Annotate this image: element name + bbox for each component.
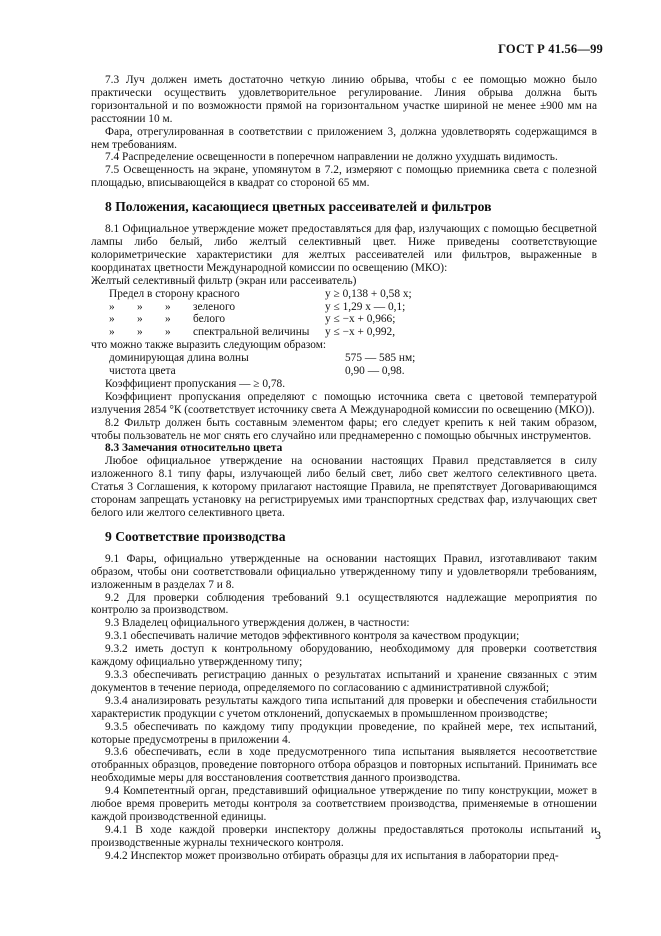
paragraph-8-2: 8.2 Фильтр должен быть составным элементом фары; его следует крепить к ней таким образом, чтобы пользователь не мог снять его случайно или преднамеренно с помощью обычных инструментов. xyxy=(91,416,597,442)
wavelength-label: доминирующая длина волны xyxy=(109,352,249,365)
paragraph-9-3: 9.3 Владелец официального утверждения должен, в частности: xyxy=(105,617,410,630)
limit-formula: y ≥ 0,138 + 0,58 x; xyxy=(325,287,412,300)
ditto-mark: » xyxy=(165,313,171,326)
paragraph-7-3: 7.3 Луч должен иметь достаточно четкую линию обрыва, чтобы с ее помощью можно было практически осуществить удовлетворительное регулирование. Линия обрыва должна быть горизонтальной и по возможности прямой на горизонтальном участке шириной не менее ±900 мм на расстоянии 10 м. xyxy=(91,74,597,125)
wavelength-row xyxy=(109,352,415,365)
paragraph-9-3-6: 9.3.6 обеспечивать, если в ходе предусмотренного типа испытания выявляется несоответствие отобранных образцов, проведение повторного отбора образцов и повторных испытаний. Принимать все необходимые меры для восстановления соответствия данного производства. xyxy=(91,746,597,785)
paragraph-9-4-1: 9.4.1 В ходе каждой проверки инспектору должны предоставляться протоколы испытаний и производственные журналы технического контроля. xyxy=(91,823,597,849)
ditto-mark: » xyxy=(109,300,115,313)
paragraph-9-4-2: 9.4.2 Инспектор может произвольно отбирать образцы для их испытания в лаборатории пред- xyxy=(105,849,559,862)
paragraph-8-1: 8.1 Официальное утверждение может предоставляться для фар, излучающих с помощью бесцветной лампы либо белый, либо желтый селективный цвет. Ниже приведены соответствующие колориметрические характеристики для желтых рассеивателей или фильтров, выраженные в координатах цветности Международной комиссии по освещению (МКО): xyxy=(91,223,597,274)
paragraph-9-3-2: 9.3.2 иметь доступ к контрольному оборудованию, необходимому для проверки соответствия каждому официально утвержденному типу; xyxy=(91,643,597,669)
page-number: 3 xyxy=(595,830,601,842)
paragraph-9-3-5: 9.3.5 обеспечивать по каждому типу продукции проведение, по крайней мере, тех испытаний, которые предусмотрены в приложении 4. xyxy=(91,720,597,746)
ditto-mark: » xyxy=(165,326,171,339)
limit-row xyxy=(109,288,412,301)
paragraph-9-3-4: 9.3.4 анализировать результаты каждого типа испытаний для проверки и обеспечения стабильности характеристик продукции с учетом отклонений, допускаемых в промышленном производстве; xyxy=(91,694,597,720)
paragraph-8-3: Любое официальное утверждение на основании настоящих Правил представляется в силу изложенного 8.1 типу фары, излучающей либо белый свет, либо свет желтого селективного цвета. Статья 3 Соглашения, к которому прилагают настоящие Правила, не препятствует Договаривающимся сторонам запрещать установку на регистрируемых ими транспортных средствах фар, излучающих свет белого или желтого селективного цвета. xyxy=(91,455,597,519)
purity-label: чистота цвета xyxy=(109,365,176,378)
limit-label: Предел в сторону красного xyxy=(109,287,240,300)
paragraph-7-4: 7.4 Распределение освещенности в поперечном направлении не должно ухудшать видимость. xyxy=(105,151,558,164)
subsection-8-3-title: 8.3 Замечания относительно цвета xyxy=(105,442,283,455)
ditto-mark: » xyxy=(165,300,171,313)
ditto-mark: » xyxy=(109,313,115,326)
document-header: ГОСТ Р 41.56—99 xyxy=(498,42,603,56)
section-8-title: 8 Положения, касающиеся цветных рассеивателей и фильтров xyxy=(105,199,492,215)
limit-sub-label: спектральной величины xyxy=(193,326,310,339)
chromaticity-limits-table xyxy=(109,288,412,340)
paragraph-9-1: 9.1 Фары, официально утвержденные на основании настоящих Правил, изготавливают таким образом, чтобы они соответствовали официально утвержденному типу и удовлетворяли требованиям, изложенным в разделах 7 и 8. xyxy=(91,552,597,591)
ditto-mark: » xyxy=(109,326,115,339)
limit-sub-label: белого xyxy=(193,313,226,326)
paragraph-9-3-1: 9.3.1 обеспечивать наличие методов эффективного контроля за качеством продукции; xyxy=(105,630,520,643)
paragraph-9-3-3: 9.3.3 обеспечивать регистрацию данных о результатах испытаний и хранение связанных с этим документов в течение периода, определяемого по согласованию с административной службой; xyxy=(91,668,597,694)
ditto-mark: » xyxy=(137,300,143,313)
purity-value: 0,90 — 0,98. xyxy=(345,365,405,378)
wavelength-table xyxy=(109,352,415,378)
document-body xyxy=(91,74,597,863)
purity-row xyxy=(109,365,415,378)
filter-label: Желтый селективный фильтр (экран или рассеиватель) xyxy=(91,274,357,287)
limit-formula: y ≤ 1,29 x — 0,1; xyxy=(325,300,406,313)
limit-formula: y ≤ −x + 0,966; xyxy=(325,313,396,326)
paragraph-7-5: 7.5 Освещенность на экране, упомянутом в 7.2, измеряют с помощью приемника света с полезной площадью, вписывающейся в квадрат со стороной 65 мм. xyxy=(91,164,597,190)
paragraph-9-4: 9.4 Компетентный орган, представивший официальное утверждение по типу конструкции, может в любое время проверить методы контроля за соответствием производства, применяемые в отношении каждой производственной единицы. xyxy=(91,785,597,823)
paragraph-9-2: 9.2 Для проверки соблюдения требований 9.1 осуществляются надлежащие мероприятия по контролю за производством. xyxy=(91,591,597,617)
also-expressed-text: что можно также выразить следующим образом: xyxy=(91,339,327,352)
wavelength-value: 575 — 585 нм; xyxy=(345,352,416,365)
limit-row xyxy=(109,301,412,314)
ditto-mark: » xyxy=(137,326,143,339)
ditto-mark: » xyxy=(137,313,143,326)
transmittance-method-text: Коэффициент пропускания определяют с помощью источника света с цветовой температурой излучения 2854 °К (соответствует источнику света А Международной комиссии по освещению (МКО)). xyxy=(91,390,597,416)
paragraph-headlamp-adjust: Фара, отрегулированная в соответствии с приложением 3, должна удовлетворять содержащимся в нем требованиям. xyxy=(91,125,597,151)
limit-row xyxy=(109,313,412,326)
limit-row xyxy=(109,326,412,339)
section-9-title: 9 Соответствие производства xyxy=(105,528,286,544)
transmittance-text: Коэффициент пропускания — ≥ 0,78. xyxy=(105,377,286,390)
limit-sub-label: зеленого xyxy=(193,300,235,313)
limit-formula: y ≤ −x + 0,992, xyxy=(325,326,396,339)
